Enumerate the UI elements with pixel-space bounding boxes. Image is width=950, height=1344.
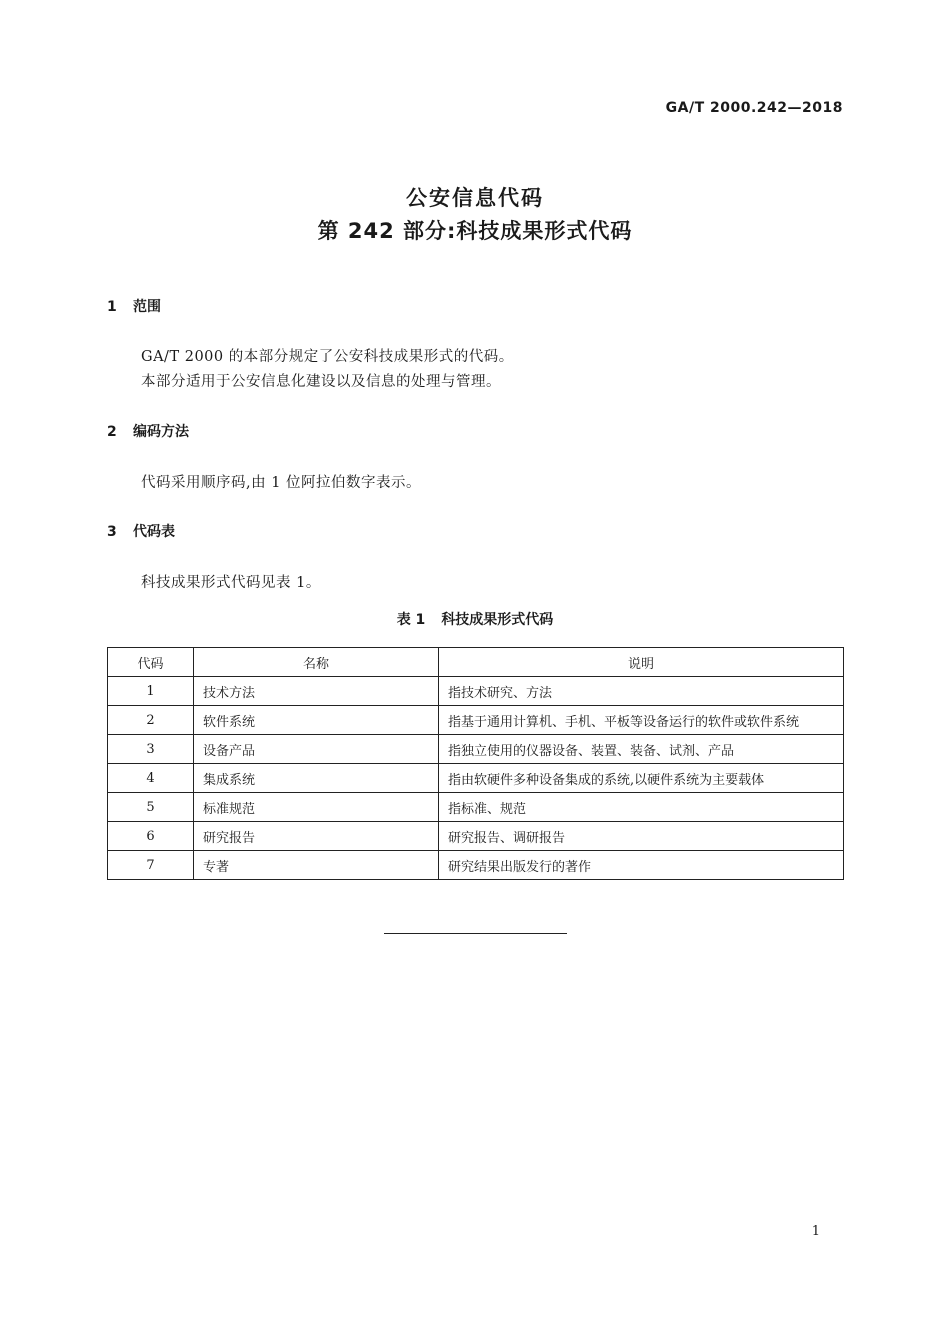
cell-code: 4 (108, 764, 194, 793)
table-row (108, 735, 844, 764)
section-title: 编码方法 (133, 424, 189, 440)
table-row (108, 793, 844, 822)
cell-name: 标准规范 (194, 793, 439, 822)
table-row (108, 822, 844, 851)
cell-name: 专著 (194, 851, 439, 880)
document-subtitle: 第 242 部分:科技成果形式代码 (317, 219, 633, 243)
paragraph: GA/T 2000 的本部分规定了公安科技成果形式的代码。 (141, 349, 514, 365)
cell-name: 研究报告 (194, 822, 439, 851)
table-row (108, 851, 844, 880)
paragraph: 代码采用顺序码,由 1 位阿拉伯数字表示。 (141, 475, 422, 491)
cell-name: 技术方法 (194, 677, 439, 706)
section-heading-coding-method (107, 421, 189, 441)
section-heading-code-table (107, 521, 175, 541)
section-title: 代码表 (133, 524, 175, 540)
cell-description: 指基于通用计算机、手机、平板等设备运行的软件或软件系统 (439, 706, 844, 735)
cell-description: 研究报告、调研报告 (439, 822, 844, 851)
cell-code: 7 (108, 851, 194, 880)
section-number: 1 (107, 299, 117, 315)
table-caption-label: 表 1 (396, 612, 426, 628)
cell-description: 研究结果出版发行的著作 (439, 851, 844, 880)
cell-description: 指独立使用的仪器设备、装置、装备、试剂、产品 (439, 735, 844, 764)
cell-name: 集成系统 (194, 764, 439, 793)
code-table (107, 647, 844, 880)
end-of-document-line (384, 933, 567, 934)
cell-description: 指技术研究、方法 (439, 677, 844, 706)
cell-code: 1 (108, 677, 194, 706)
table-row (108, 764, 844, 793)
table-row (108, 706, 844, 735)
paragraph: 科技成果形式代码见表 1。 (141, 575, 321, 591)
section-number: 2 (107, 424, 117, 440)
table-header-row (108, 648, 844, 677)
cell-description: 指标准、规范 (439, 793, 844, 822)
section-title: 范围 (133, 299, 161, 315)
document-title: 公安信息代码 (406, 186, 544, 210)
table-row (108, 677, 844, 706)
cell-code: 5 (108, 793, 194, 822)
table-caption-title: 科技成果形式代码 (441, 612, 554, 628)
cell-code: 6 (108, 822, 194, 851)
cell-description: 指由软硬件多种设备集成的系统,以硬件系统为主要载体 (439, 764, 844, 793)
cell-name: 设备产品 (194, 735, 439, 764)
header-description: 说明 (439, 648, 844, 677)
standard-number: GA/T 2000.242—2018 (665, 100, 843, 116)
table-caption (0, 609, 950, 629)
cell-name: 软件系统 (194, 706, 439, 735)
page-number: 1 (811, 1224, 820, 1239)
header-name: 名称 (194, 648, 439, 677)
cell-code: 3 (108, 735, 194, 764)
header-code: 代码 (108, 648, 194, 677)
paragraph: 本部分适用于公安信息化建设以及信息的处理与管理。 (141, 374, 501, 390)
cell-code: 2 (108, 706, 194, 735)
section-heading-scope (107, 296, 161, 316)
section-number: 3 (107, 524, 117, 540)
